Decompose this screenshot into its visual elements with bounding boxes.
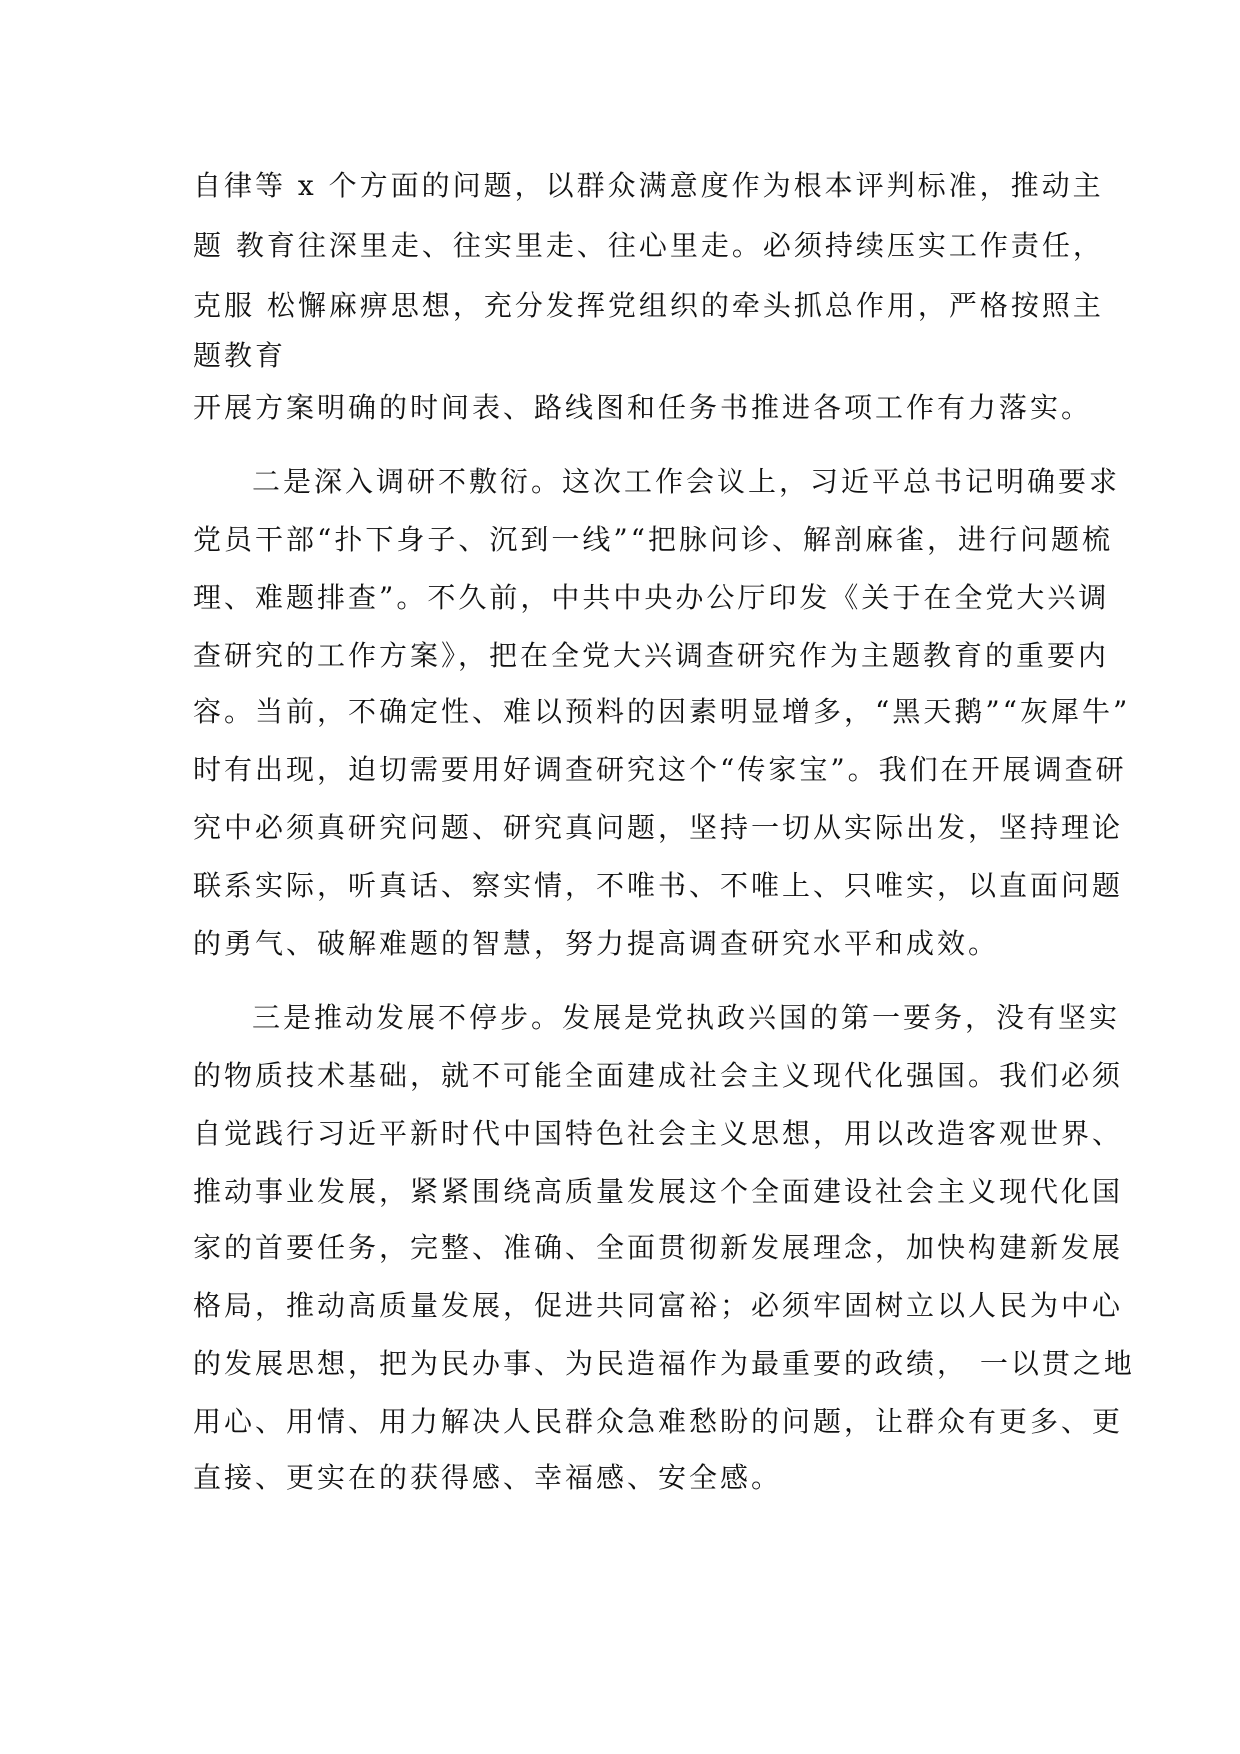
text-line: 自律等 x 个方面的问题，以群众满意度作为根本评判标准，推动主 — [193, 169, 1104, 202]
text-line: 的发展思想，把为民办事、为民造福作为最重要的政绩， 一以贯之地 — [193, 1347, 1135, 1380]
text-line: 用心、用情、用力解决人民群众急难愁盼的问题，让群众有更多、更 — [193, 1405, 1124, 1438]
text-line: 的勇气、破解难题的智慧，努力提高调查研究水平和成效。 — [193, 927, 1000, 960]
text-line: 开展方案明确的时间表、路线图和任务书推进各项工作有力落实。 — [193, 391, 1093, 424]
text-line: 党员干部“扑下身子、沉到一线”“把脉问诊、解剖麻雀，进行问题梳 — [193, 523, 1113, 556]
text-line: 自觉践行习近平新时代中国特色社会主义思想，用以改造客观世界、 — [193, 1117, 1124, 1150]
text-line: 二是深入调研不敷衍。这次工作会议上，习近平总书记明确要求 — [252, 465, 1121, 498]
text-line: 联系实际，听真话、察实情，不唯书、不唯上、只唯实，以直面问题 — [193, 869, 1124, 902]
text-line: 三是推动发展不停步。发展是党执政兴国的第一要务，没有坚实 — [252, 1001, 1121, 1034]
text-line: 题 教育往深里走、往实里走、往心里走。必须持续压实工作责任， — [193, 229, 1104, 262]
text-line: 查研究的工作方案》，把在全党大兴调查研究作为主题教育的重要内 — [193, 639, 1110, 672]
text-line: 直接、更实在的获得感、幸福感、安全感。 — [193, 1461, 783, 1494]
text-line: 题教育 — [193, 339, 287, 372]
text-line: 理、难题排查”。不久前，中共中央办公厅印发《关于在全党大兴调 — [193, 581, 1110, 614]
text-line: 的物质技术基础，就不可能全面建成社会主义现代化强国。我们必须 — [193, 1059, 1124, 1092]
text-line: 家的首要任务，完整、准确、全面贯彻新发展理念，加快构建新发展 — [193, 1231, 1124, 1264]
text-line: 推动事业发展，紧紧围绕高质量发展这个全面建设社会主义现代化国 — [193, 1175, 1124, 1208]
text-line: 克服 松懈麻痹思想，充分发挥党组织的牵头抓总作用，严格按照主 — [193, 289, 1104, 322]
text-line: 格局，推动高质量发展，促进共同富裕；必须牢固树立以人民为中心 — [193, 1289, 1124, 1322]
text-line: 容。当前，不确定性、难以预料的因素明显增多，“黑天鹅”“灰犀牛” — [193, 695, 1131, 728]
text-line: 究中必须真研究问题、研究真问题，坚持一切从实际出发，坚持理论 — [193, 811, 1124, 844]
text-line: 时有出现，迫切需要用好调查研究这个“传家宝”。我们在开展调查研 — [193, 753, 1127, 786]
